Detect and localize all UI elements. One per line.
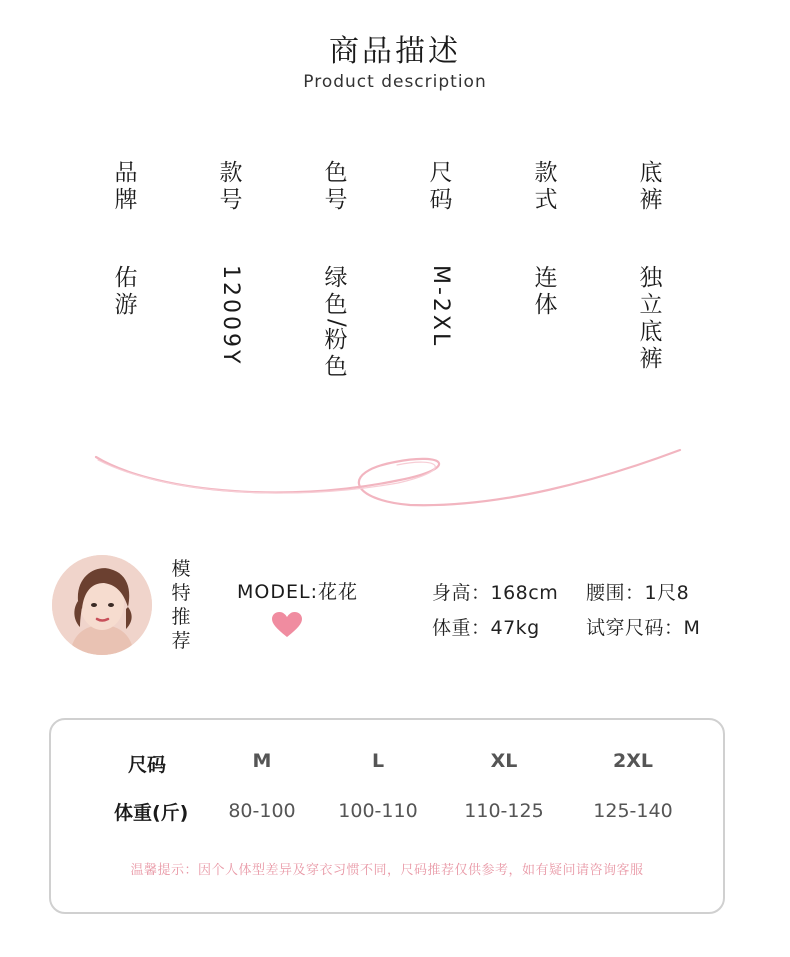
- spec-label-brand: 品牌: [114, 160, 138, 213]
- model-try-size: 试穿尺码：M: [586, 617, 701, 639]
- spec-label-size: 尺码: [429, 160, 453, 213]
- size-col-l: L: [371, 750, 385, 772]
- model-weight: 体重：47kg: [432, 617, 540, 639]
- spec-label-bottom: 底裤: [639, 160, 663, 213]
- spec-label-style-no: 款号: [219, 160, 243, 213]
- spec-value-style-no: 12009Y: [218, 265, 243, 367]
- spec-value-bottom: 独立底裤: [639, 265, 663, 372]
- size-col-2xl: 2XL: [613, 750, 653, 772]
- heart-icon: [272, 612, 302, 638]
- spec-value-color: 绿 色 / 粉 色: [323, 265, 350, 380]
- weight-cell-2xl: 125-140: [593, 800, 673, 822]
- page-subtitle: Product description: [303, 72, 487, 92]
- spec-value-size: M-2XL: [428, 265, 453, 349]
- size-header-label: 尺码: [128, 754, 167, 776]
- spec-label-type: 款式: [534, 160, 558, 213]
- model-height: 身高：168cm: [432, 582, 559, 604]
- weight-cell-xl: 110-125: [464, 800, 544, 822]
- model-avatar: [52, 555, 152, 655]
- model-recommend-tag: 模特推荐: [171, 558, 191, 652]
- spec-value-brand: 佑游: [114, 265, 138, 318]
- page-title: 商品描述: [329, 34, 461, 69]
- weight-cell-m: 80-100: [228, 800, 296, 822]
- model-waist: 腰围：1尺8: [586, 582, 690, 604]
- model-name: MODEL:花花: [237, 581, 358, 603]
- size-tip-note: 温馨提示：因个人体型差异及穿衣习惯不同，尺码推荐仅供参考，如有疑问请咨询客服: [130, 863, 644, 878]
- size-col-xl: XL: [490, 750, 518, 772]
- weight-cell-l: 100-110: [338, 800, 418, 822]
- weight-row-label: 体重(斤): [114, 802, 189, 824]
- spec-label-color: 色号: [324, 160, 348, 213]
- spec-value-type: 连体: [534, 265, 558, 318]
- size-col-m: M: [252, 750, 272, 772]
